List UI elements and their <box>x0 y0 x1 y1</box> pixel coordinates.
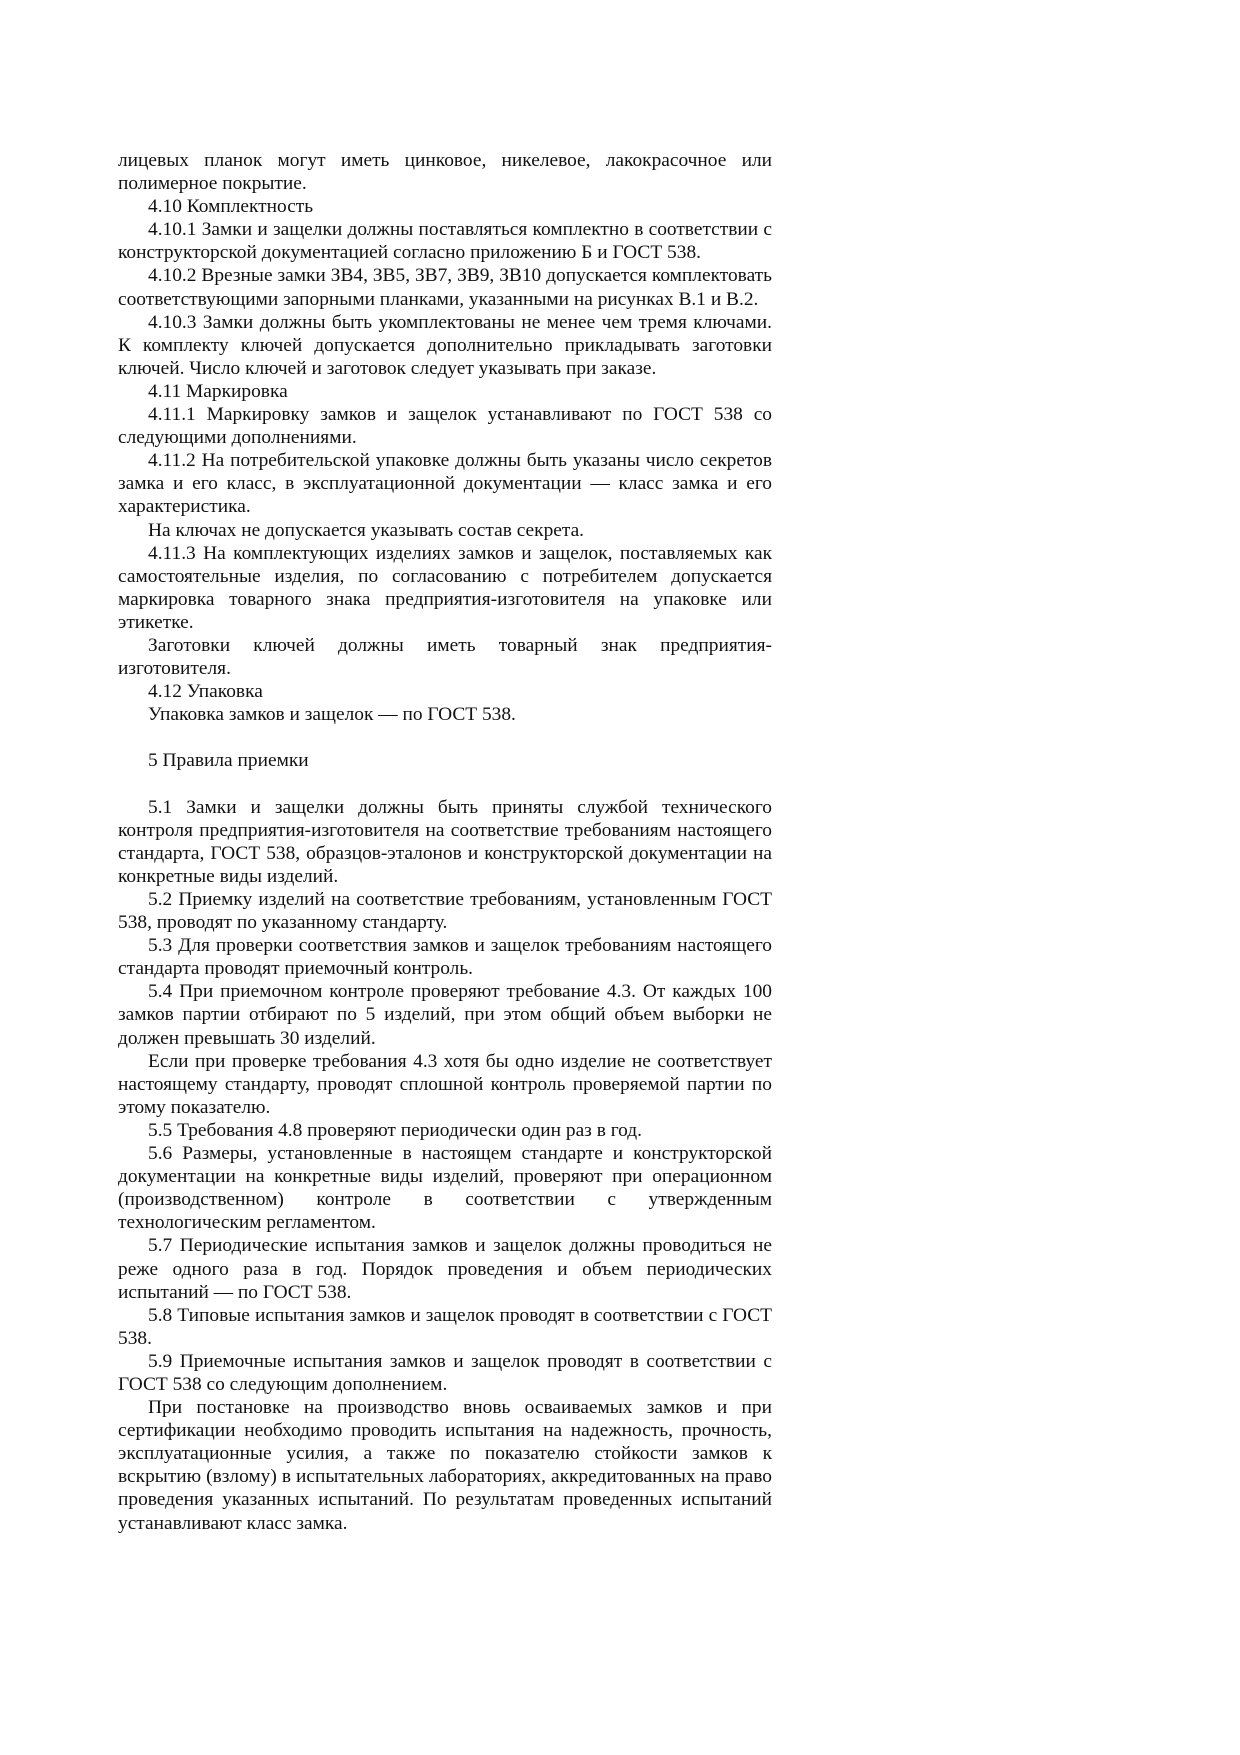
paragraph: 5.8 Типовые испытания замков и защелок проводят в соответствии с ГОСТ 538. <box>118 1304 772 1349</box>
paragraph: 5.3 Для проверки соответствия замков и защелок требованиям настоящего стандарта проводят приемочный контроль. <box>118 935 772 980</box>
paragraph: лицевых планок могут иметь цинковое, никелевое, лакокрасочное или полимерное покрытие. <box>118 150 772 195</box>
paragraph: При постановке на производство вновь осваиваемых замков и при сертификации необходимо проводить испытания на надежность, прочность, эксплуатационные усилия, а также по показателю стойкости замков к вскрытию (взлому) в испытательных лабораториях, аккредитованных на право проведения указанных испытаний. По результатам проведенных испытаний устанавливают класс замка. <box>118 1397 772 1534</box>
document-page <box>118 149 772 1535</box>
paragraph: 4.11.3 На комплектующих изделиях замков и защелок, поставляемых как самостоятельные изделия, по согласованию с потребителем допускается маркировка товарного знака предприятия-изготовителя на упаковке или этикетке. <box>118 542 772 633</box>
paragraph: Если при проверке требования 4.3 хотя бы одно изделие не соответствует настоящему стандарту, проводят сплошной контроль проверяемой партии по этому показателю. <box>118 1050 772 1118</box>
paragraph: 4.11 Маркировка <box>148 380 288 402</box>
paragraph: Заготовки ключей должны иметь товарный знак предприятия-изготовителя. <box>118 634 772 680</box>
paragraph: 4.10.2 Врезные замки ЗВ4, ЗВ5, ЗВ7, ЗВ9, ЗВ10 допускается комплектовать соответствующими запорными планками, указанными на рисунках В.1 и В.2. <box>118 265 772 310</box>
blank-line <box>118 726 772 749</box>
paragraph: 4.11.1 Маркировку замков и защелок устанавливают по ГОСТ 538 со следующими дополнениями. <box>118 404 772 449</box>
paragraph: 5.2 Приемку изделий на соответствие требованиям, установленным ГОСТ 538, проводят по указанному стандарту. <box>118 889 772 934</box>
blank-line <box>118 773 772 796</box>
paragraph: Упаковка замков и защелок — по ГОСТ 538. <box>148 704 516 726</box>
paragraph: 5 Правила приемки <box>148 750 309 772</box>
paragraph: 5.4 При приемочном контроле проверяют требование 4.3. От каждых 100 замков партии отбирают по 5 изделий, при этом общий объем выборки не должен превышать 30 изделий. <box>118 981 772 1049</box>
paragraph: 5.7 Периодические испытания замков и защелок должны проводиться не реже одного раза в год. Порядок проведения и объем периодических испытаний — по ГОСТ 538. <box>118 1235 772 1303</box>
paragraph: 4.10 Комплектность <box>148 196 314 218</box>
paragraph: 4.12 Упаковка <box>148 681 263 703</box>
paragraph: 5.6 Размеры, установленные в настоящем стандарте и конструкторской документации на конкретные виды изделий, проверяют при операционном (производственном) контроле в соответствии с утвержденным технологическим регламентом. <box>118 1143 772 1234</box>
paragraph: 5.1 Замки и защелки должны быть приняты службой технического контроля предприятия-изготовителя на соответствие требованиям настоящего стандарта, ГОСТ 538, образцов-эталонов и конструкторской документации на конкретные виды изделий. <box>118 796 772 887</box>
paragraph: 5.5 Требования 4.8 проверяют периодически один раз в год. <box>148 1119 643 1141</box>
paragraph: На ключах не допускается указывать состав секрета. <box>148 519 585 541</box>
paragraph: 5.9 Приемочные испытания замков и защелок проводят в соответствии с ГОСТ 538 со следующим дополнением. <box>118 1350 772 1395</box>
paragraph: 4.10.3 Замки должны быть укомплектованы не менее чем тремя ключами. К комплекту ключей допускается дополнительно прикладывать заготовки ключей. Число ключей и заготовок следует указывать при заказе. <box>118 311 772 379</box>
paragraph: 4.10.1 Замки и защелки должны поставляться комплектно в соответствии с конструкторской документацией согласно приложению Б и ГОСТ 538. <box>118 219 772 264</box>
paragraph: 4.11.2 На потребительской упаковке должны быть указаны число секретов замка и его класс, в эксплуатационной документации — класс замка и его характеристика. <box>118 450 772 518</box>
